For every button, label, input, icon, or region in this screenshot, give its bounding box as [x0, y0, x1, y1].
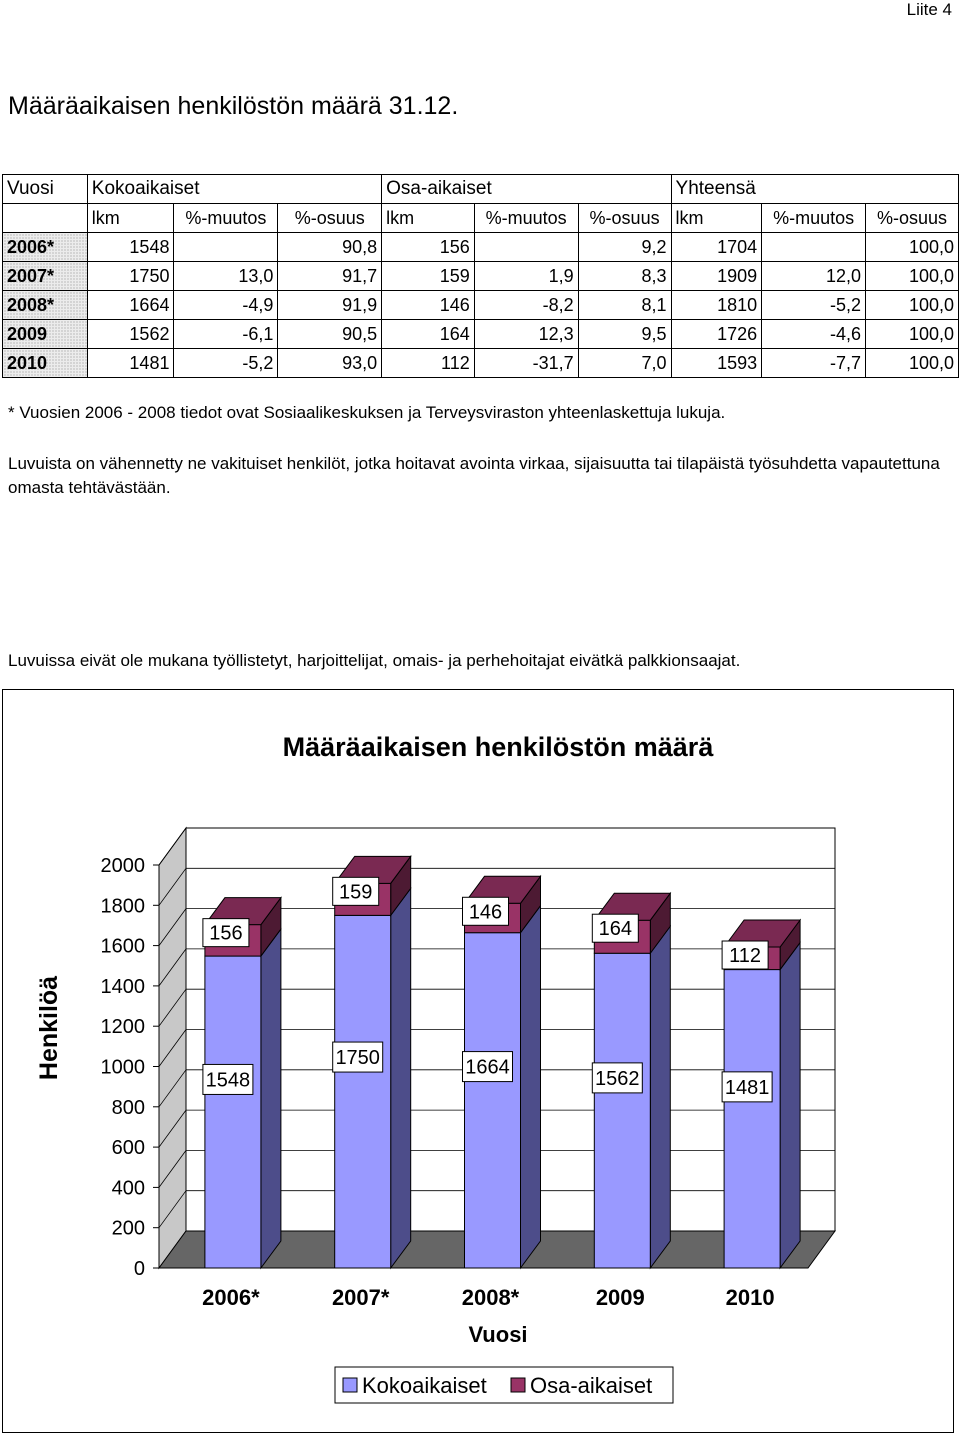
data-label-osa-aikaiset: 159 — [339, 881, 373, 904]
row-year-cell: 2006* — [3, 233, 88, 262]
table-cell: 100,0 — [866, 262, 959, 291]
table-cell: 91,9 — [278, 291, 382, 320]
data-label-kokoaikaiset: 1548 — [205, 1069, 251, 1092]
table-cell: 1704 — [671, 233, 762, 262]
y-tick-label: 1600 — [100, 935, 145, 958]
table-cell: 1593 — [671, 349, 762, 378]
bar-side-kokoaikaiset — [521, 906, 541, 1268]
data-label-kokoaikaiset: 1562 — [595, 1067, 640, 1090]
y-tick-label: 1200 — [100, 1016, 145, 1039]
table-body — [3, 233, 959, 378]
x-tick-label: 2010 — [725, 1285, 775, 1310]
x-tick-label: 2009 — [595, 1285, 645, 1310]
row-year-cell: 2007* — [3, 262, 88, 291]
table-cell: -6,1 — [174, 320, 278, 349]
table-cell: -4,9 — [174, 291, 278, 320]
y-tick-label: 1000 — [100, 1056, 145, 1079]
subheader-cell: %-muutos — [174, 204, 278, 233]
subheader-cell: lkm — [87, 204, 174, 233]
table-cell: 164 — [382, 320, 475, 349]
footnote: * Vuosien 2006 - 2008 tiedot ovat Sosiaalikeskuksen ja Terveysviraston yhteenlaskettuja lukuja. — [8, 403, 726, 422]
table-cell: 1664 — [87, 291, 174, 320]
table-cell: 1,9 — [474, 262, 578, 291]
subheader-cell: %-muutos — [762, 204, 866, 233]
bar-kokoaikaiset — [205, 956, 261, 1268]
header-yhteensa: Yhteensä — [671, 175, 958, 204]
note-paragraph: Luvuista on vähennetty ne vakituiset henkilöt, jotka hoitavat avointa virkaa, sijaisuutta tai tilapäistä työsuhdetta vapautettuna omasta tehtävästään. — [8, 454, 940, 497]
table-row — [3, 291, 959, 320]
table-cell: 9,5 — [578, 320, 671, 349]
table-cell: -4,6 — [762, 320, 866, 349]
data-table — [2, 174, 959, 378]
legend-label-kokoaikaiset: Kokoaikaiset — [362, 1373, 487, 1398]
page-title: Määräaikaisen henkilöstön määrä 31.12. — [8, 92, 459, 120]
table-cell: 91,7 — [278, 262, 382, 291]
table-cell: 100,0 — [866, 320, 959, 349]
table-cell: 1810 — [671, 291, 762, 320]
data-label-kokoaikaiset: 1664 — [465, 1056, 510, 1079]
table-cell — [762, 233, 866, 262]
table-cell: 90,5 — [278, 320, 382, 349]
table-cell: 1909 — [671, 262, 762, 291]
table-cell: 159 — [382, 262, 475, 291]
note-excluded: Luvuissa eivät ole mukana työllistetyt, harjoittelijat, omais- ja perhehoitajat eivätkä palkkionsaajat. — [8, 651, 741, 670]
subheader-cell: lkm — [671, 204, 762, 233]
y-tick-label: 400 — [111, 1177, 145, 1200]
table-row — [3, 262, 959, 291]
x-tick-label: 2006* — [202, 1285, 260, 1310]
header-empty — [3, 204, 88, 233]
table-cell: 7,0 — [578, 349, 671, 378]
subheader-cell: %-osuus — [866, 204, 959, 233]
header-kokoaikaiset: Kokoaikaiset — [87, 175, 381, 204]
table-cell: 12,0 — [762, 262, 866, 291]
table-cell: -7,7 — [762, 349, 866, 378]
y-tick-label: 2000 — [100, 855, 145, 877]
y-axis-label: Henkilöä — [35, 975, 63, 1081]
row-year-cell: 2009 — [3, 320, 88, 349]
table-row — [3, 233, 959, 262]
table-row — [3, 320, 959, 349]
table-cell: -5,2 — [174, 349, 278, 378]
table-cell: -5,2 — [762, 291, 866, 320]
legend-swatch-osa-aikaiset — [511, 1378, 525, 1392]
bar-kokoaikaiset — [724, 970, 780, 1268]
table-cell: 9,2 — [578, 233, 671, 262]
table-cell: 13,0 — [174, 262, 278, 291]
data-label-osa-aikaiset: 112 — [729, 945, 762, 968]
y-tick-label: 800 — [111, 1096, 145, 1119]
bar-kokoaikaiset — [465, 933, 521, 1268]
subheader-cell: %-osuus — [578, 204, 671, 233]
bar-chart — [3, 690, 953, 1432]
subheader-cell: lkm — [382, 204, 475, 233]
table-cell: 100,0 — [866, 349, 959, 378]
header-vuosi: Vuosi — [3, 175, 88, 204]
table-cell: 156 — [382, 233, 475, 262]
bar-side-kokoaikaiset — [650, 926, 670, 1268]
x-tick-label: 2007* — [331, 1285, 390, 1310]
table-cell: 90,8 — [278, 233, 382, 262]
data-label-osa-aikaiset: 156 — [209, 922, 243, 945]
table-cell: 146 — [382, 291, 475, 320]
bar-side-kokoaikaiset — [261, 929, 281, 1268]
header-osa-aikaiset: Osa-aikaiset — [382, 175, 671, 204]
table-sub-header-row — [3, 204, 959, 233]
y-tick-label: 0 — [133, 1258, 145, 1280]
table-cell: 12,3 — [474, 320, 578, 349]
chart-frame — [2, 689, 954, 1433]
table-cell: -8,2 — [474, 291, 578, 320]
data-label-kokoaikaiset: 1750 — [335, 1047, 380, 1070]
data-label-kokoaikaiset: 1481 — [724, 1076, 770, 1099]
table-cell: -31,7 — [474, 349, 578, 378]
table-group-header-row — [3, 175, 959, 204]
y-tick-label: 600 — [111, 1137, 145, 1160]
x-tick-label: 2008* — [461, 1285, 520, 1310]
table-cell: 1562 — [87, 320, 174, 349]
bar-side-kokoaikaiset — [391, 888, 411, 1268]
legend-swatch-kokoaikaiset — [343, 1378, 357, 1392]
data-label-osa-aikaiset: 164 — [598, 918, 632, 941]
table-cell: 1726 — [671, 320, 762, 349]
table-cell: 112 — [382, 349, 475, 378]
y-tick-label: 1800 — [100, 895, 145, 918]
table-cell: 100,0 — [866, 233, 959, 262]
appendix-label: Liite 4 — [906, 0, 952, 19]
x-axis-label: Vuosi — [468, 1322, 528, 1347]
table-cell — [174, 233, 278, 262]
data-label-osa-aikaiset: 146 — [468, 901, 503, 924]
bar-kokoaikaiset — [335, 915, 391, 1268]
bar-side-kokoaikaiset — [780, 943, 800, 1268]
table-cell: 8,3 — [578, 262, 671, 291]
subheader-cell: %-osuus — [278, 204, 382, 233]
chart-title: Määräaikaisen henkilöstön määrä — [282, 732, 714, 762]
table-cell: 1481 — [87, 349, 174, 378]
table-cell: 93,0 — [278, 349, 382, 378]
table-cell: 1750 — [87, 262, 174, 291]
legend-label-osa-aikaiset: Osa-aikaiset — [530, 1373, 653, 1398]
subheader-cell: %-muutos — [474, 204, 578, 233]
y-tick-label: 1400 — [100, 975, 145, 998]
y-tick-label: 200 — [111, 1217, 145, 1240]
row-year-cell: 2010 — [3, 349, 88, 378]
row-year-cell: 2008* — [3, 291, 88, 320]
table-cell: 1548 — [87, 233, 174, 262]
table-cell — [474, 233, 578, 262]
table-cell: 100,0 — [866, 291, 959, 320]
bar-kokoaikaiset — [594, 953, 650, 1268]
table-row — [3, 349, 959, 378]
table-cell: 8,1 — [578, 291, 671, 320]
